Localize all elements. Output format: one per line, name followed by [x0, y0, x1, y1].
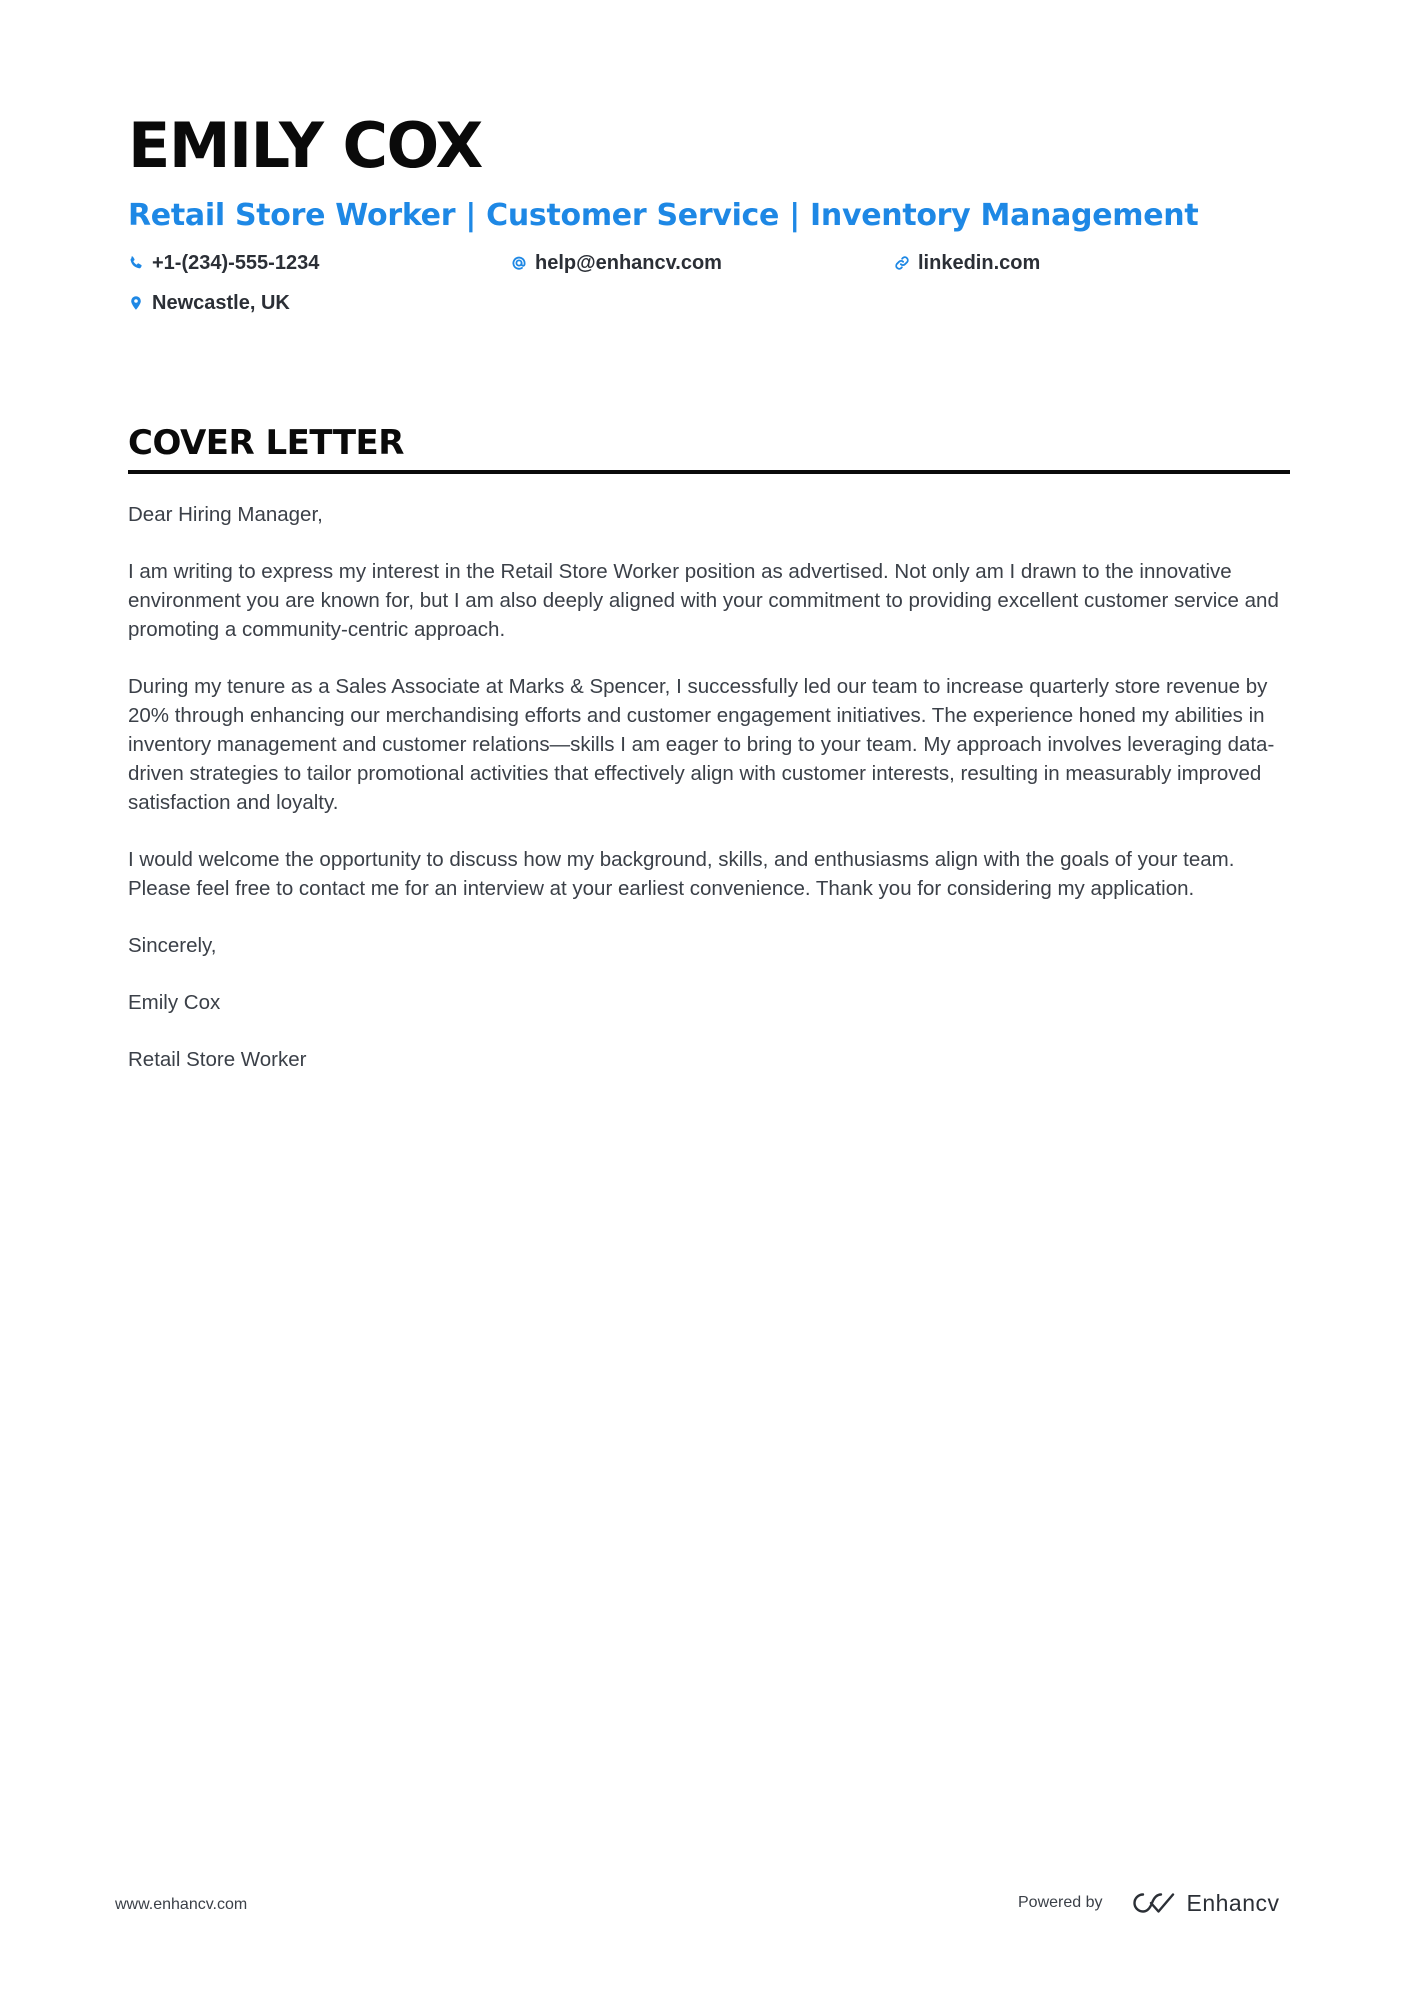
contact-location [128, 290, 290, 316]
letter-paragraph: I would welcome the opportunity to discuss how my background, skills, and enthusiasms align with the goals of your team. Please feel free to contact me for an interview at your earliest convenience. Thank you for considering my application. [128, 848, 1235, 900]
document-content [128, 108, 1290, 1102]
enhancv-logo-icon [1129, 1890, 1175, 1916]
section-divider [128, 470, 1290, 474]
location-pin-icon [128, 295, 144, 311]
letter-body [128, 500, 1290, 1074]
letter-closing: Sincerely, [128, 934, 217, 957]
contact-linkedin[interactable] [894, 250, 1040, 276]
applicant-headline: Retail Store Worker | Customer Service | Inventory Management [128, 198, 1199, 233]
location-text: Newcastle, UK [152, 291, 290, 314]
letter-paragraph: During my tenure as a Sales Associate at Marks & Spencer, I successfully led our team to increase quarterly store revenue by 20% through enhancing our merchandising efforts and customer engagement initiatives. The experience honed my abilities in inventory management and customer relations—skills I am eager to bring to your team. My approach involves leveraging data-driven strategies to tailor promotional activities that effectively align with customer interests, resulting in measurably improved satisfaction and loyalty. [128, 675, 1275, 814]
at-icon [511, 255, 527, 271]
letter-paragraph: I am writing to express my interest in the Retail Store Worker position as advertised. Not only am I drawn to the innovative environment you are known for, but I am also deeply aligned with your commitment to providing excellent customer service and promoting a community-centric approach. [128, 560, 1279, 641]
link-icon [894, 255, 910, 271]
letter-greeting: Dear Hiring Manager, [128, 503, 323, 526]
applicant-name: EMILY COX [128, 109, 482, 182]
brand-name: Enhancv [1186, 1889, 1280, 1916]
powered-by-label: Powered by [1018, 1894, 1103, 1911]
linkedin-text: linkedin.com [918, 251, 1041, 274]
contact-info [128, 250, 1290, 334]
contact-phone[interactable] [128, 250, 319, 276]
letter-signature-title: Retail Store Worker [128, 1048, 307, 1071]
letter-signature: Emily Cox [128, 991, 221, 1014]
footer-branding [1018, 1880, 1280, 1926]
phone-icon [128, 255, 144, 271]
section-title: COVER LETTER [128, 423, 404, 463]
contact-email[interactable] [511, 250, 722, 276]
email-text: help@enhancv.com [535, 251, 722, 274]
phone-text: +1-(234)-555-1234 [152, 251, 320, 274]
footer-website[interactable]: www.enhancv.com [115, 1896, 248, 1913]
